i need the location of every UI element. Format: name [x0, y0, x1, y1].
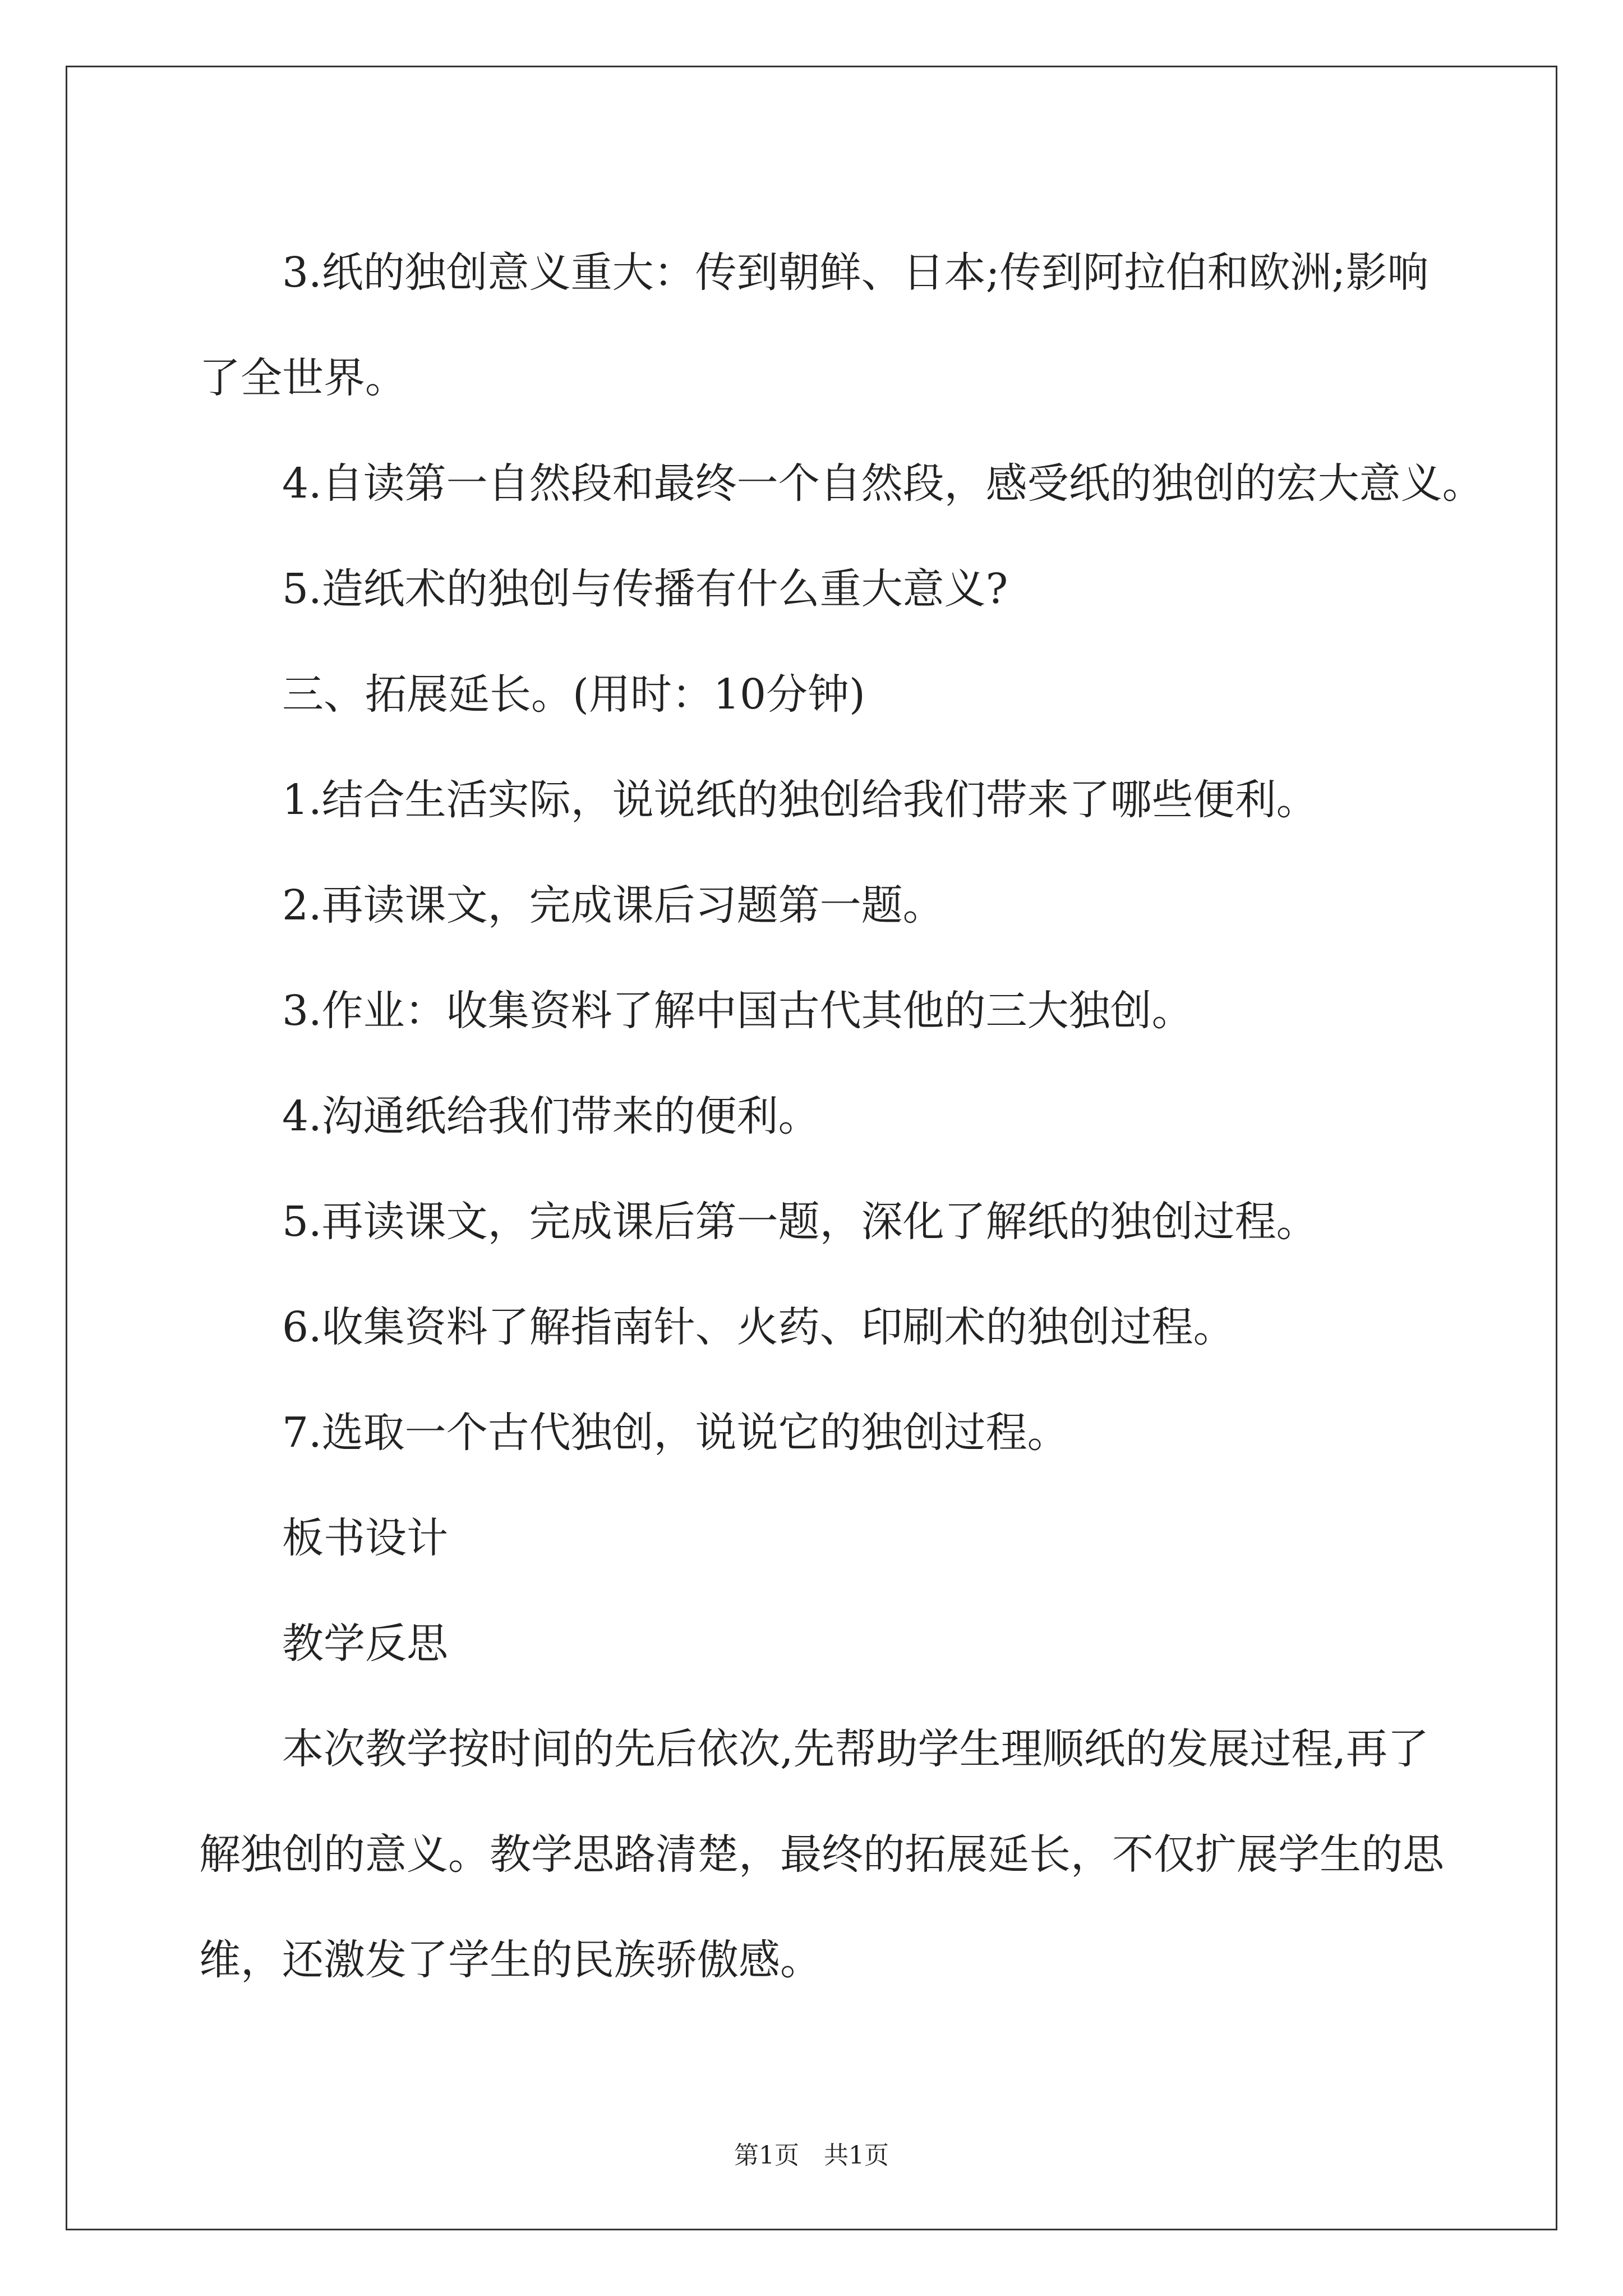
paragraph-line: 7.选取一个古代独创，说说它的独创过程。 — [282, 1409, 1069, 1457]
section-heading: 教学反思 — [282, 1619, 448, 1668]
paragraph-line: 5.再读课文，完成课后第一题，深化了解纸的独创过程。 — [282, 1198, 1318, 1246]
document-body — [199, 220, 1484, 2013]
paragraph-line: 1.结合生活实际，说说纸的独创给我们带来了哪些便利。 — [282, 776, 1318, 824]
paragraph-line: 4.沟通纸给我们带来的便利。 — [282, 1092, 820, 1140]
section-heading: 板书设计 — [282, 1514, 448, 1562]
paragraph-line: 5.造纸术的独创与传播有什么重大意义? — [282, 565, 1008, 613]
paragraph-line: 2.再读课文，完成课后习题第一题。 — [282, 881, 944, 930]
paragraph-line: 4.自读第一自然段和最终一个自然段，感受纸的独创的宏大意义。 — [282, 459, 1484, 508]
paragraph-line: 3.作业：收集资料了解中国古代其他的三大独创。 — [282, 987, 1193, 1035]
paragraph-line: 维，还激发了学生的民族骄傲感。 — [199, 1936, 822, 1984]
paragraph-line: 了全世界。 — [199, 354, 407, 402]
paragraph-line: 解独创的意义。教学思路清楚，最终的拓展延长，不仅扩展学生的思 — [199, 1830, 1444, 1879]
paragraph-line: 3.纸的独创意义重大：传到朝鲜、日本;传到阿拉伯和欧洲;影响 — [282, 249, 1429, 297]
paragraph-line: 本次教学按时间的先后依次,先帮助学生理顺纸的发展过程,再了 — [282, 1725, 1430, 1773]
paragraph-line: 6.收集资料了解指南针、火药、印刷术的独创过程。 — [282, 1303, 1235, 1351]
page-number-footer: 第1页 共1页 — [734, 2141, 889, 2170]
section-heading: 三、拓展延长。(用时：10分钟) — [282, 670, 865, 719]
